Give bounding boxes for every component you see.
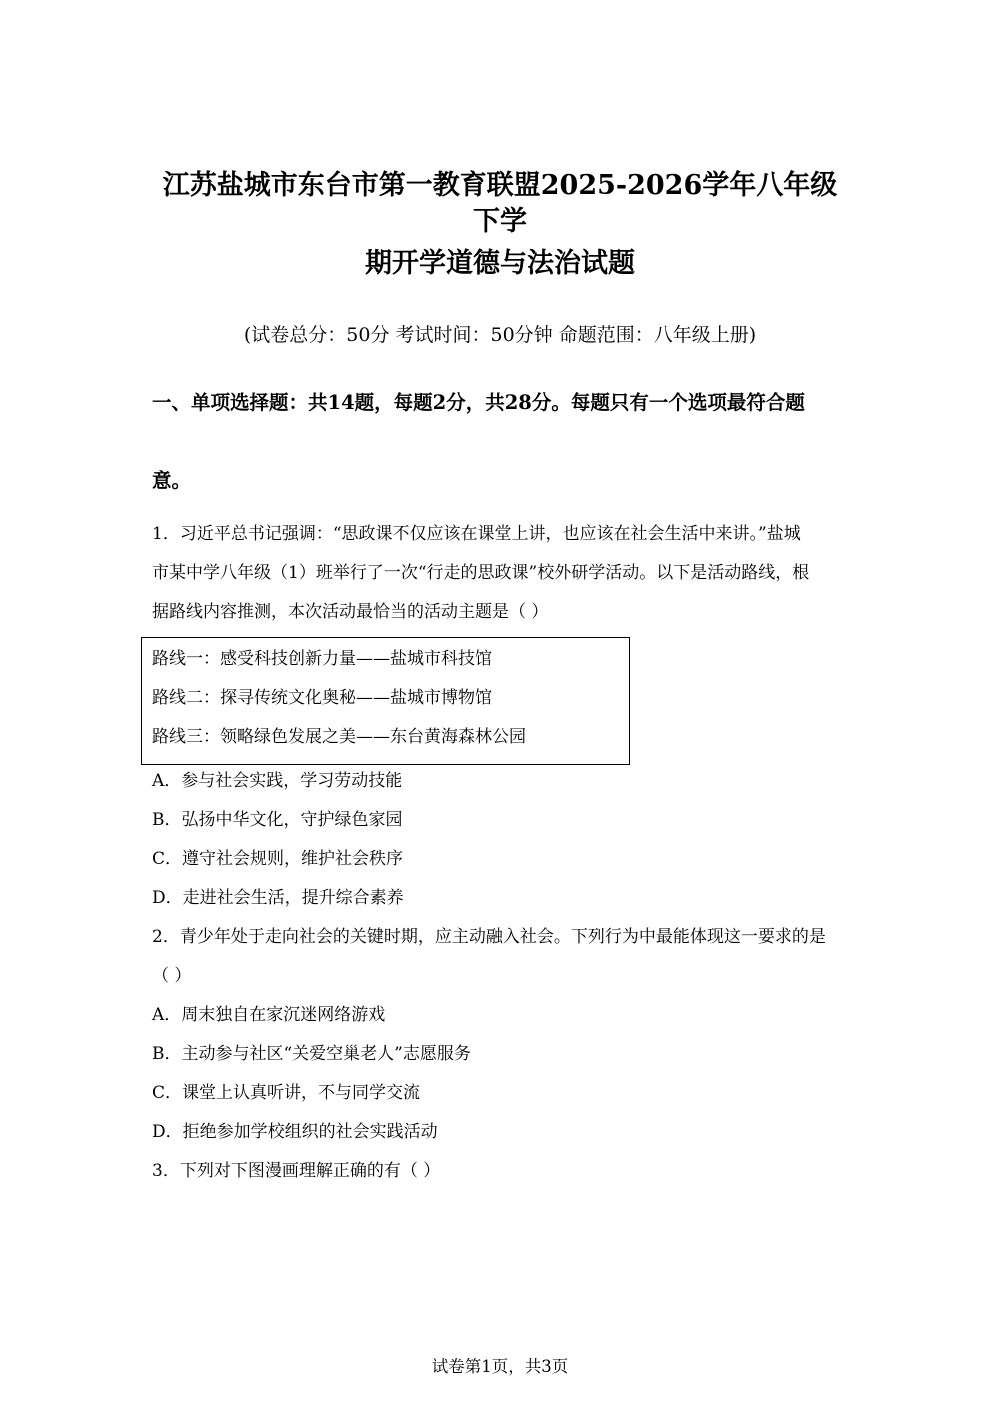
question-2-option-b: B．主动参与社区“关爱空巢老人”志愿服务 xyxy=(152,1044,471,1064)
page-footer: 试卷第1页，共3页 xyxy=(431,1357,569,1376)
exam-title-line-1: 江苏盐城市东台市第一教育联盟2025-2026学年八年级下学 xyxy=(162,170,838,237)
question-2-stem-line-1: 2．青少年处于走向社会的关键时期，应主动融入社会。下列行为中最能体现这一要求的是 xyxy=(152,927,826,947)
question-1-option-b: B．弘扬中华文化，守护绿色家园 xyxy=(152,810,403,830)
exam-title-line-2: 期开学道德与法治试题 xyxy=(365,248,635,279)
question-1-option-d: D．走进社会生活，提升综合素养 xyxy=(152,888,404,908)
route-item: 路线一：感受科技创新力量——盐城市科技馆 xyxy=(152,649,492,669)
exam-info: (试卷总分：50分 考试时间：50分钟 命题范围：八年级上册) xyxy=(243,324,757,346)
question-3-stem-line-1: 3．下列对下图漫画理解正确的有（ ） xyxy=(152,1161,441,1181)
route-item: 路线二：探寻传统文化奥秘——盐城市博物馆 xyxy=(152,688,492,708)
question-1-option-c: C．遵守社会规则，维护社会秩序 xyxy=(152,849,404,869)
question-1-option-a: A．参与社会实践，学习劳动技能 xyxy=(152,771,403,791)
question-2-option-a: A．周末独自在家沉迷网络游戏 xyxy=(152,1005,386,1025)
route-table xyxy=(141,637,630,765)
question-2-option-c: C．课堂上认真听讲，不与同学交流 xyxy=(152,1083,421,1103)
section-heading-line-2: 意。 xyxy=(152,469,192,492)
question-1-stem-line-3: 据路线内容推测，本次活动最恰当的活动主题是（ ） xyxy=(152,602,549,622)
route-item: 路线三：领略绿色发展之美——东台黄海森林公园 xyxy=(152,727,526,747)
section-heading-line-1: 一、单项选择题：共14题，每题2分，共28分。每题只有一个选项最符合题 xyxy=(152,391,805,414)
question-1-stem-line-1: 1．习近平总书记强调：“思政课不仅应该在课堂上讲，也应该在社会生活中来讲。”盐城 xyxy=(152,524,801,544)
question-2-stem-line-2: （ ） xyxy=(152,966,192,986)
question-1-stem-line-2: 市某中学八年级（1）班举行了一次“行走的思政课”校外研学活动。以下是活动路线，根 xyxy=(152,563,810,583)
question-2-option-d: D．拒绝参加学校组织的社会实践活动 xyxy=(152,1122,438,1142)
